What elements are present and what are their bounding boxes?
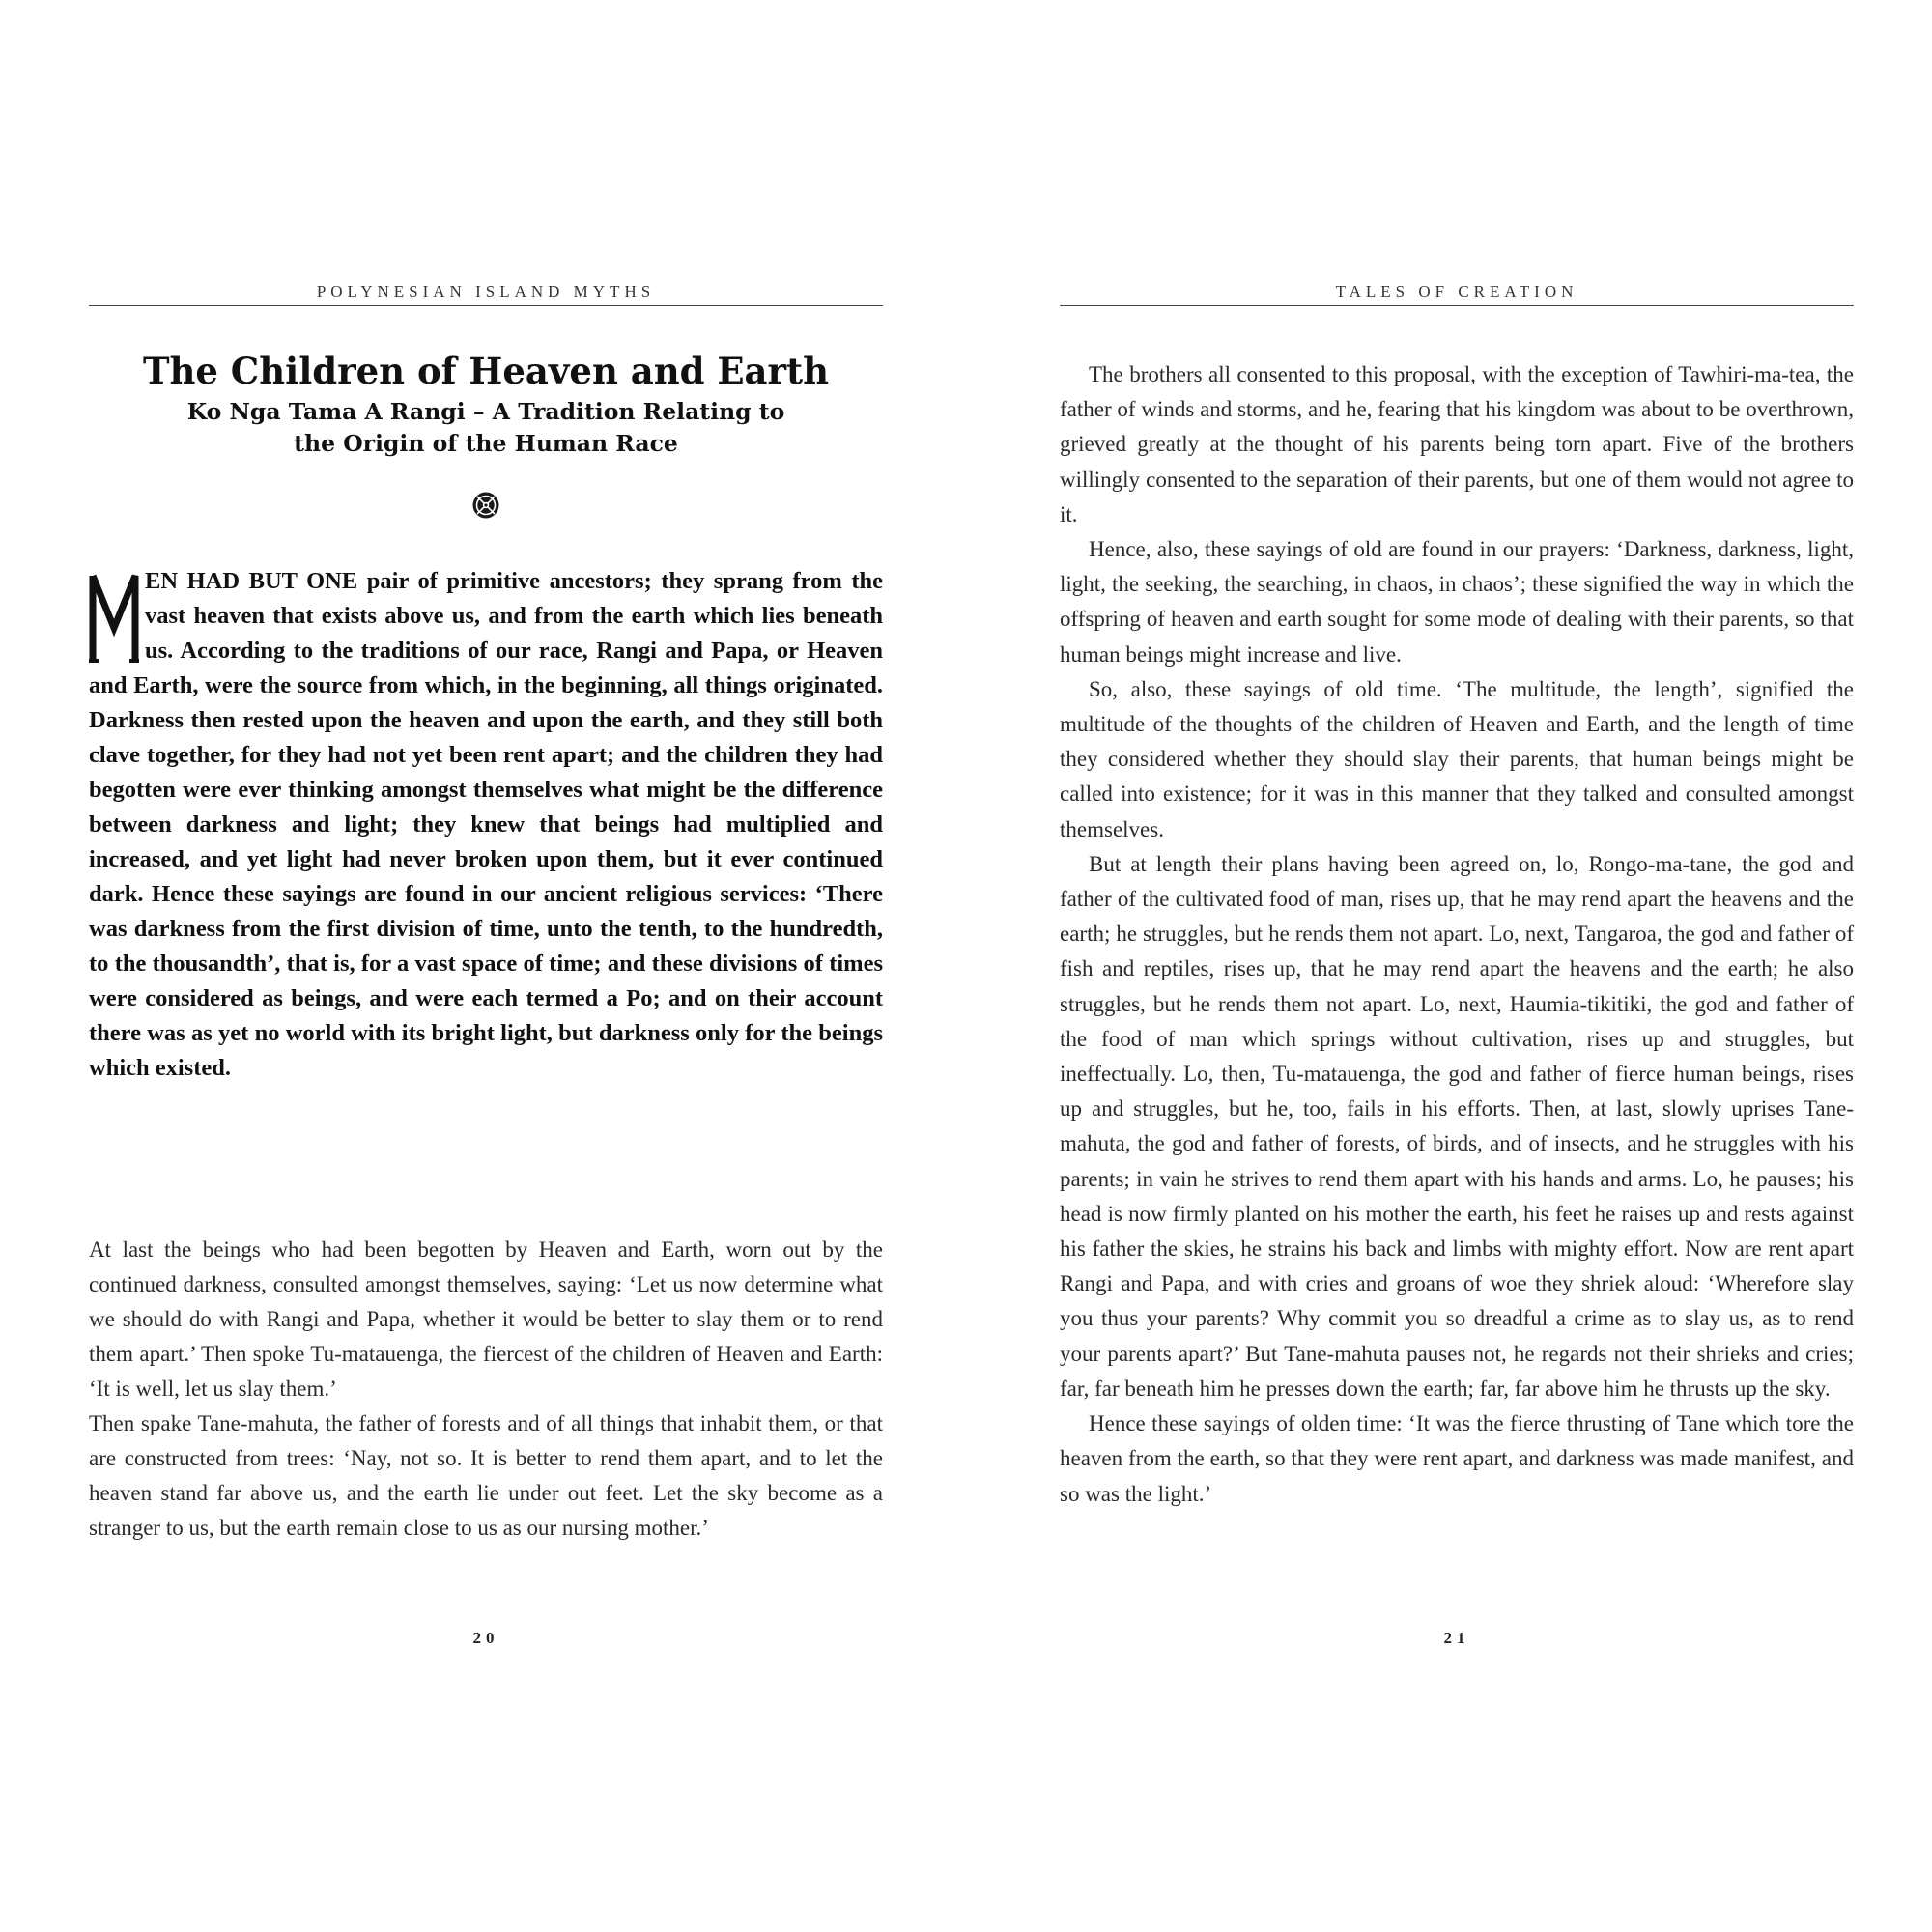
opening-text: pair of primitive ancestors; they sprang from the vast heaven that exists above us, and from the earth which lies beneath us. According to the traditions of our race, Rangi and Papa, or Heaven and Earth, were the source from which, in the beginning, all things originated. Darkness then rested upon the heaven and upon the earth, and they still both clave together, for they had not yet been rent apart; and the children they had begotten were ever thinking amongst themselves what might be the difference between darkness and light; they knew that beings had multiplied and increased, and yet light had never broken upon them, but it ever continued dark. Hence these sayings are found in our ancient religious services: ‘There was darkness from the first division of time, unto the tenth, to the hundredth, to the thousandth’, that is, for a vast space of time; and these divisions of times were considered as beings, and were each termed a Po; and on their account there was as yet no world with its bright light, but darkness only for the beings which existed. bbox=[89, 568, 883, 1081]
page-number-left: 20 bbox=[472, 1629, 499, 1647]
right-paragraph-1: The brothers all consented to this proposal, with the exception of Tawhiri-ma-tea, the father of winds and storms, and he, fearing that his kingdom was about to be overthrown, grieved greatly at the thought of his parents being torn apart. Five of the brothers willingly consented to the separation of their parents, but one of them would not agree to it. bbox=[1060, 362, 1854, 526]
running-head-right: TALES OF CREATION bbox=[1335, 282, 1578, 300]
opening-lead-words: EN HAD BUT ONE bbox=[145, 568, 358, 594]
celtic-knot-ornament-icon bbox=[471, 491, 500, 520]
left-paragraph-1: At last the beings who had been begotten by Heaven and Earth, worn out by the continued darkness, consulted amongst themselves, saying: ‘Let us now determine what we should do with Rangi and Papa, whether it would be better to slay them or to rend them apart.’ Then spoke Tu-matauenga, the fiercest of the children of Heaven and Earth: ‘It is well, let us slay them.’ bbox=[89, 1237, 883, 1401]
page-number-right: 21 bbox=[1443, 1629, 1470, 1647]
right-paragraph-2: Hence, also, these sayings of old are found in our prayers: ‘Darkness, darkness, light, light, the seeking, the searching, in chaos, in chaos’; these signified the way in which the offspring of heaven and earth sought for some mode of dealing with their parents, so that human beings might increase and live. bbox=[1060, 537, 1854, 667]
right-paragraph-3: So, also, these sayings of old time. ‘The multitude, the length’, signified the multitude of the thoughts of the children of Heaven and Earth, and the length of time they considered whether they should slay their parents, that human beings might be called into existence; for it was in this manner that they talked and consulted amongst themselves. bbox=[1060, 676, 1854, 841]
chapter-subtitle: Ko Nga Tama A Rangi – A Tradition Relating to the Origin of the Human Race bbox=[186, 398, 785, 457]
head-rule-left bbox=[89, 305, 883, 306]
chapter-title: The Children of Heaven and Earth bbox=[142, 350, 830, 392]
left-page bbox=[89, 0, 883, 1932]
right-paragraph-5: Hence these sayings of olden time: ‘It was the fierce thrusting of Tane which tore the heaven from the earth, so that they were rent apart, and darkness was made manifest, and so was the light.’ bbox=[1060, 1411, 1854, 1506]
right-page bbox=[1060, 0, 1854, 1932]
left-paragraph-2: Then spake Tane-mahuta, the father of forests and of all things that inhabit them, or that are constructed from trees: ‘Nay, not so. It is better to rend them apart, and to let the heaven stand far above us, and the earth lie under out feet. Let the sky become as a stranger to us, but the earth remain close to us as our nursing mother.’ bbox=[89, 1411, 883, 1540]
left-body-text bbox=[89, 1233, 883, 1546]
right-paragraph-4: But at length their plans having been agreed on, lo, Rongo-ma-tane, the god and father of the cultivated food of man, rises up, that he may rend apart the heavens and the earth; he struggles, but he rends them not apart. Lo, next, Tangaroa, the god and father of fish and reptiles, rises up, that he may rend apart the heavens and the earth; he also struggles, but he rends them not apart. Lo, next, Haumia-tikitiki, the god and father of the food of man which springs without cultivation, rises up and struggles, but ineffectually. Lo, then, Tu-matauenga, the god and father of fierce human beings, rises up and struggles, but he, too, fails in his efforts. Then, at last, slowly uprises Tane-mahuta, the god and father of forests, of birds, and of insects, and he struggles with his parents; in vain he strives to rend them apart with his hands and arms. Lo, he pauses; his head is now firmly planted on his mother the earth, his feet he raises up and rests against his father the skies, he strains his back and limbs with mighty effort. Now are rent apart Rangi and Papa, and with cries and groans of woe they shriek aloud: ‘Wherefore slay you thus your parents? Why commit you so dreadful a crime as to slay us, as to rend your parents apart?’ But Tane-mahuta pauses not, he regards not their shrieks and cries; far, far beneath him he presses down the earth; far, far above him he thrusts up the sky. bbox=[1060, 851, 1854, 1401]
running-head-left: POLYNESIAN ISLAND MYTHS bbox=[316, 282, 656, 300]
drop-cap-m bbox=[89, 568, 139, 667]
right-body-text bbox=[1060, 357, 1854, 1512]
head-rule-right bbox=[1060, 305, 1854, 306]
opening-paragraph bbox=[89, 564, 883, 1086]
